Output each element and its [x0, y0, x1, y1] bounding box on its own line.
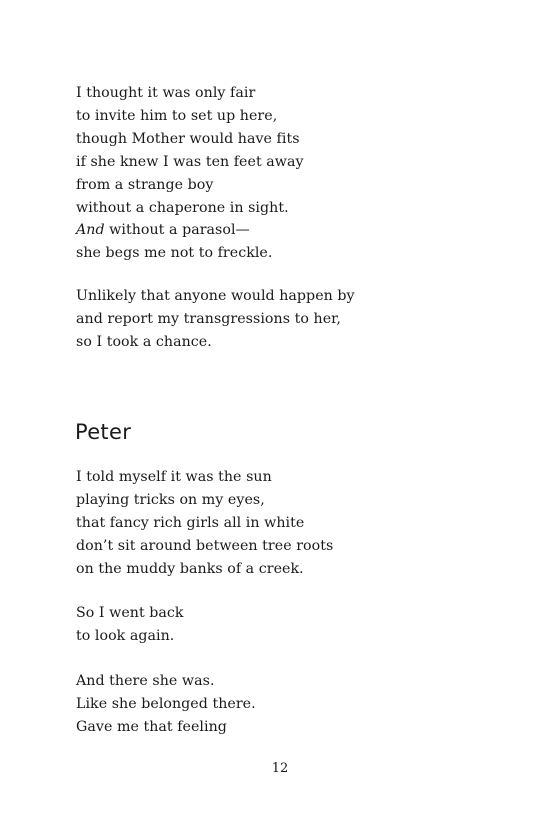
- poem-line: so I took a chance.: [76, 333, 212, 350]
- poem-line: don’t sit around between tree roots: [76, 537, 334, 554]
- poem-line: Like she belonged there.: [76, 695, 256, 712]
- stanza: [76, 466, 333, 581]
- poem-line: from a strange boy: [76, 176, 214, 193]
- page-number: 12: [271, 761, 289, 776]
- poem-line: she begs me not to freckle.: [76, 245, 273, 262]
- poem-line: if she knew I was ten feet away: [76, 153, 304, 170]
- poem-line: [76, 219, 304, 242]
- emphasis-word: And: [76, 222, 105, 239]
- poem-line: And there she was.: [76, 673, 215, 689]
- poem-line: on the muddy banks of a creek.: [76, 560, 304, 577]
- poem-line: without a chaperone in sight.: [76, 199, 289, 216]
- section-heading: Peter: [75, 420, 132, 444]
- poem-line: and report my transgressions to her,: [76, 310, 341, 327]
- poem-line: playing tricks on my eyes,: [76, 491, 265, 508]
- stanza: [76, 285, 355, 354]
- stanza: [76, 670, 256, 739]
- poem-line-rest: without a parasol—: [104, 222, 250, 239]
- poem-line: Unlikely that anyone would happen by: [76, 288, 355, 304]
- poem-line: I thought it was only fair: [76, 85, 256, 101]
- poem-line: to invite him to set up here,: [76, 107, 278, 124]
- poem-line: So I went back: [76, 605, 184, 621]
- poem-line: though Mother would have fits: [76, 130, 300, 147]
- stanza: [76, 602, 184, 648]
- poem-line: to look again.: [76, 627, 175, 644]
- poem-line: I told myself it was the sun: [76, 469, 272, 485]
- stanza: [76, 82, 304, 265]
- poem-line: that fancy rich girls all in white: [76, 514, 305, 531]
- poem-line: Gave me that feeling: [76, 718, 227, 735]
